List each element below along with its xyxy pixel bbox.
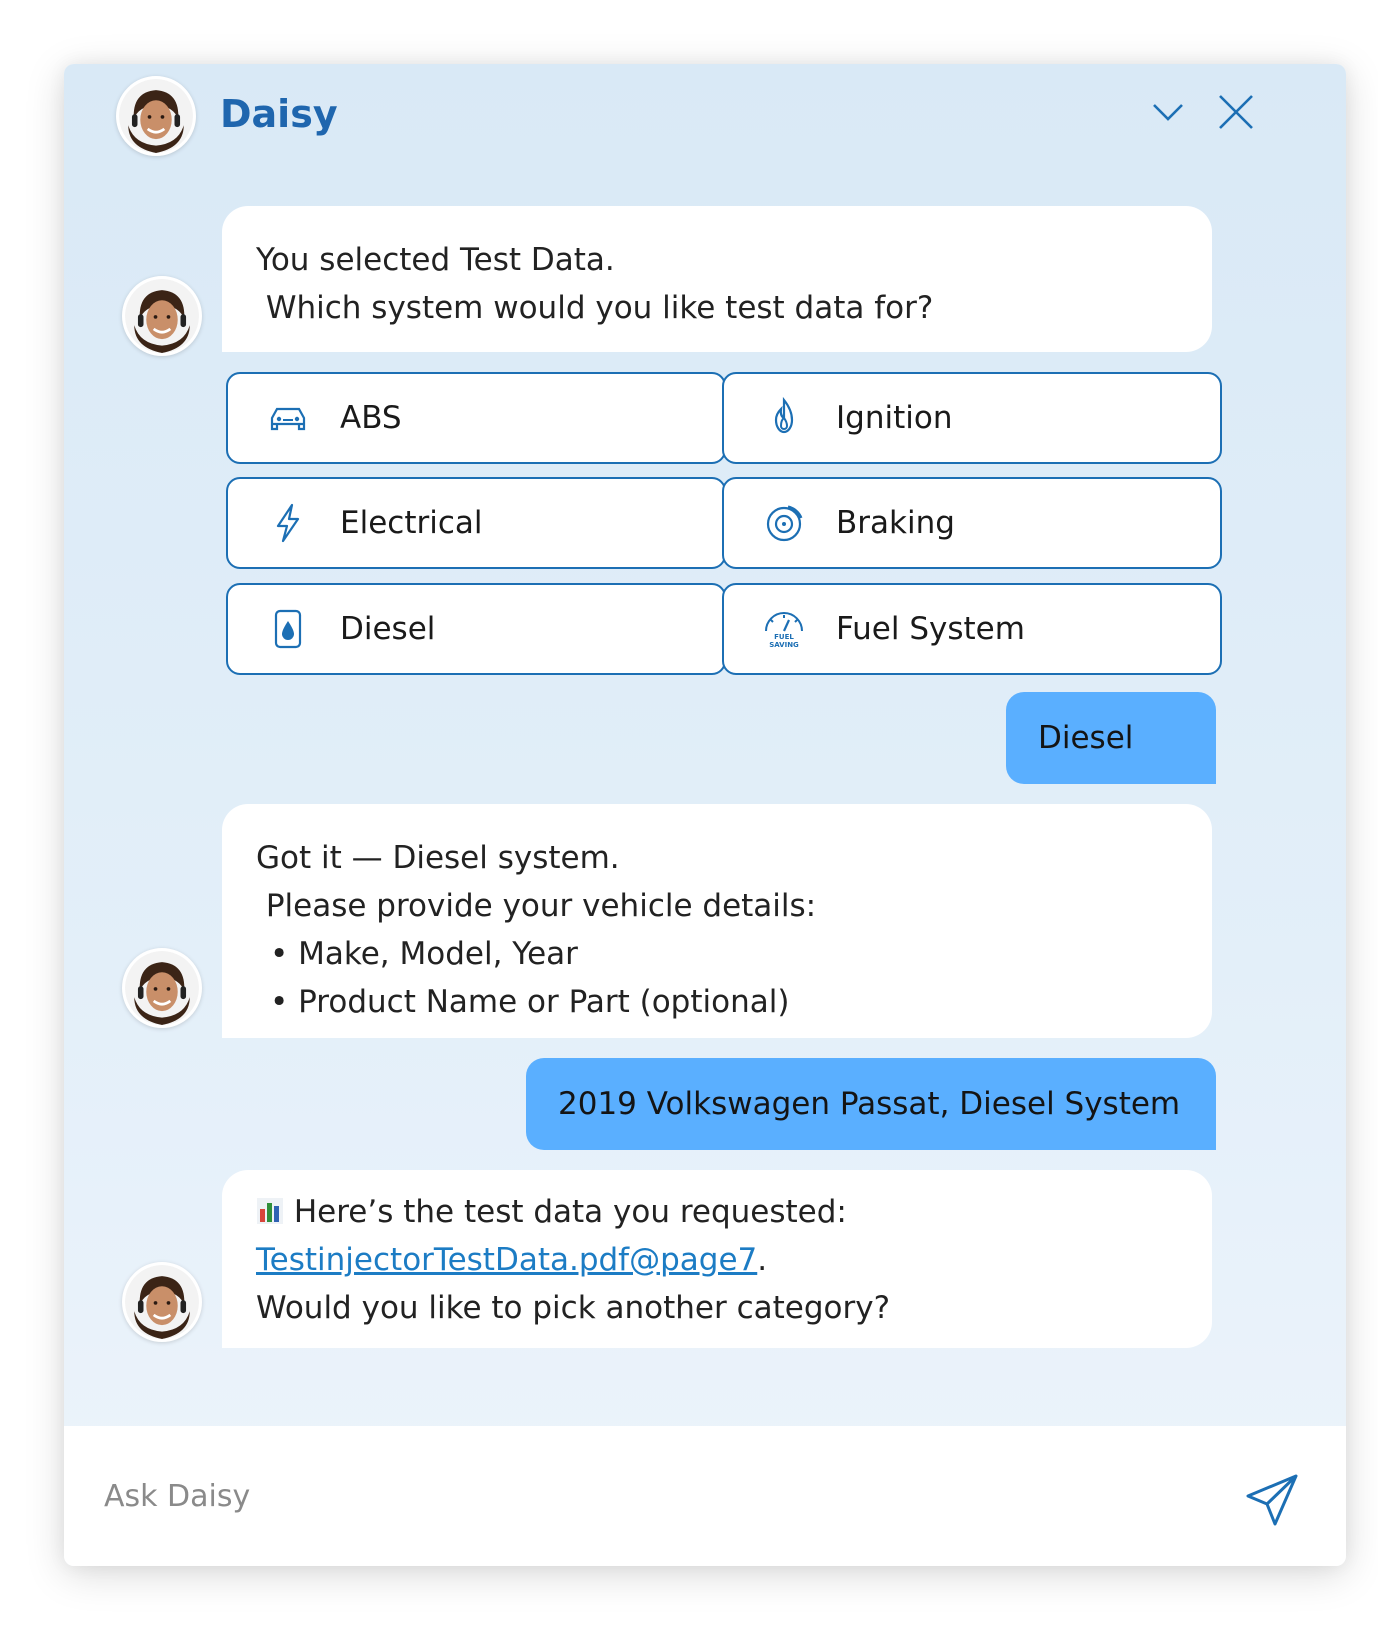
message-text: Which system would you like test data for?	[256, 290, 934, 326]
message-line	[256, 1236, 1178, 1284]
send-icon	[1242, 1470, 1302, 1530]
message-text: Would you like to pick another category?	[256, 1290, 891, 1326]
assistant-avatar	[122, 276, 202, 356]
ask-input[interactable]	[104, 1466, 1164, 1526]
chat-title: Daisy	[220, 92, 338, 136]
pdf-link[interactable]: TestinjectorTestData.pdf@page7	[256, 1242, 758, 1278]
assistant-message	[222, 206, 1212, 352]
assistant-avatar	[122, 1262, 202, 1342]
message-text: Here’s the test data you requested:	[284, 1194, 847, 1230]
message-line	[256, 1188, 1178, 1236]
user-message: Diesel	[1006, 692, 1216, 784]
option-diesel-button[interactable]	[226, 583, 726, 675]
input-bar	[64, 1426, 1346, 1566]
chevron-down-icon	[1146, 90, 1190, 134]
option-ignition-button[interactable]	[722, 372, 1222, 464]
message-text: Please provide your vehicle details:	[256, 888, 817, 924]
option-label: Electrical	[340, 505, 483, 541]
user-message: 2019 Volkswagen Passat, Diesel System	[526, 1058, 1216, 1150]
svg-text:SAVING: SAVING	[769, 641, 799, 649]
message-text: You selected Test Data.	[256, 242, 615, 278]
svg-text:FUEL: FUEL	[774, 633, 794, 641]
option-label: ABS	[340, 400, 402, 436]
close-button[interactable]	[1214, 90, 1258, 134]
option-label: Ignition	[836, 400, 953, 436]
flame-icon	[760, 394, 808, 442]
assistant-message	[222, 804, 1212, 1038]
option-label: Diesel	[340, 611, 436, 647]
assistant-message	[222, 1170, 1212, 1348]
option-braking-button[interactable]	[722, 477, 1222, 569]
bar-chart-icon	[256, 1197, 284, 1225]
option-abs-button[interactable]	[226, 372, 726, 464]
fuel-drop-icon	[264, 605, 312, 653]
assistant-avatar	[116, 76, 196, 156]
close-icon	[1214, 90, 1258, 134]
option-label: Fuel System	[836, 611, 1025, 647]
option-fuel-system-button[interactable]	[722, 583, 1222, 675]
send-button[interactable]	[1242, 1470, 1302, 1530]
lightning-icon	[264, 499, 312, 547]
option-label: Braking	[836, 505, 955, 541]
assistant-avatar	[122, 948, 202, 1028]
list-item: • Product Name or Part (optional)	[270, 984, 790, 1020]
message-text: Got it — Diesel system.	[256, 840, 620, 876]
brake-disc-icon	[760, 499, 808, 547]
option-electrical-button[interactable]	[226, 477, 726, 569]
minimize-button[interactable]	[1146, 90, 1190, 134]
link-suffix: .	[757, 1242, 768, 1278]
list-item: • Make, Model, Year	[270, 936, 578, 972]
fuel-saving-gauge-icon	[760, 605, 808, 653]
chat-window	[64, 64, 1346, 1566]
car-icon	[264, 394, 312, 442]
